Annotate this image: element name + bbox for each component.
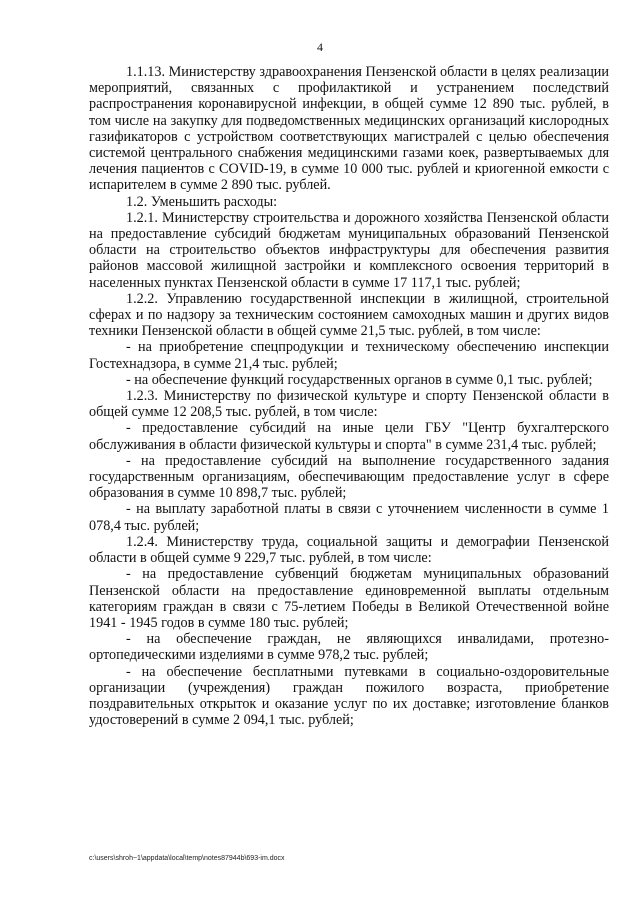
list-item-subventions-victory: - на предоставление субвенций бюджетам муниципальных образований Пензенской области на предоставление единовременной выплаты отдельным категориям граждан в связи с 75-летием Победы в Великой Отечественной войне 1941 - 1945 годов в сумме 180 тыс. рублей; bbox=[89, 566, 609, 631]
list-item-subsidies-gbu: - предоставление субсидий на иные цели ГБУ "Центр бухгалтерского обслуживания в области физической культуры и спорта" в сумме 231,4 тыс. рублей; bbox=[89, 420, 609, 453]
paragraph-1-2-2: 1.2.2. Управлению государственной инспекции в жилищной, строительной сферах и по надзору за техническим состоянием самоходных машин и других видов техники Пензенской области в общей сумме 21,5 тыс. рублей, в том числе: bbox=[89, 290, 609, 340]
list-item-gostekhnadzor: - на приобретение спецпродукции и техническому обеспечению инспекции Гостехнадзора, в сумме 21,4 тыс. рублей; bbox=[89, 339, 609, 372]
document-body bbox=[89, 64, 609, 728]
paragraph-1-2-1: 1.2.1. Министерству строительства и дорожного хозяйства Пензенской области на предоставление субсидий бюджетам муниципальных образований Пензенской области на строительство объектов инфраструктуры для обеспечения развития районов массовой жилищной застройки и комплексного освоения территорий в населенных пунктах Пензенской области в сумме 17 117,1 тыс. рублей; bbox=[89, 209, 609, 291]
list-item-prosthetics: - на обеспечение граждан, не являющихся инвалидами, протезно-ортопедическими изделиями в сумме 978,2 тыс. рублей; bbox=[89, 631, 609, 664]
paragraph-1-2-3: 1.2.3. Министерству по физической культуре и спорту Пензенской области в общей сумме 12 208,5 тыс. рублей, в том числе: bbox=[89, 388, 609, 421]
list-item-state-assignment: - на предоставление субсидий на выполнение государственного задания государственным организациям, обеспечивающим предоставление услуг в сфере образования в сумме 10 898,7 тыс. рублей; bbox=[89, 452, 609, 502]
page-number: 4 bbox=[317, 40, 323, 54]
paragraph-1-2: 1.2. Уменьшить расходы: bbox=[126, 193, 278, 210]
list-item-salary: - на выплату заработной платы в связи с уточнением численности в сумме 1 078,4 тыс. рублей; bbox=[89, 501, 609, 534]
footer-file-path: c:\users\shroh~1\appdata\local\temp\notes87944b\693-im.docx bbox=[89, 855, 285, 862]
paragraph-1-1-13: 1.1.13. Министерству здравоохранения Пензенской области в целях реализации мероприятий, связанных с профилактикой и устранением последствий распространения коронавирусной инфекции, в общей сумме 12 890 тыс. рублей, в том числе на закупку для подведомственных медицинских организаций кислородных газификаторов с устройством соответствующих магистралей с целью обеспечения системой центрального снабжения медицинскими газами коек, развертываемых для лечения пациентов с COVID-19, в сумме 10 000 тыс. рублей и криогенной емкости с испарителем в сумме 2 890 тыс. рублей. bbox=[89, 64, 609, 194]
list-item-vouchers: - на обеспечение бесплатными путевками в социально-оздоровительные организации (учреждения) граждан пожилого возраста, приобретение поздравительных открыток и оказание услуг по их доставке; изготовление бланков удостоверений в сумме 2 094,1 тыс. рублей; bbox=[89, 663, 609, 729]
paragraph-1-2-4: 1.2.4. Министерству труда, социальной защиты и демографии Пензенской области в общей сумме 9 229,7 тыс. рублей, в том числе: bbox=[89, 533, 609, 567]
list-item-state-functions: - на обеспечение функций государственных органов в сумме 0,1 тыс. рублей; bbox=[126, 371, 593, 388]
